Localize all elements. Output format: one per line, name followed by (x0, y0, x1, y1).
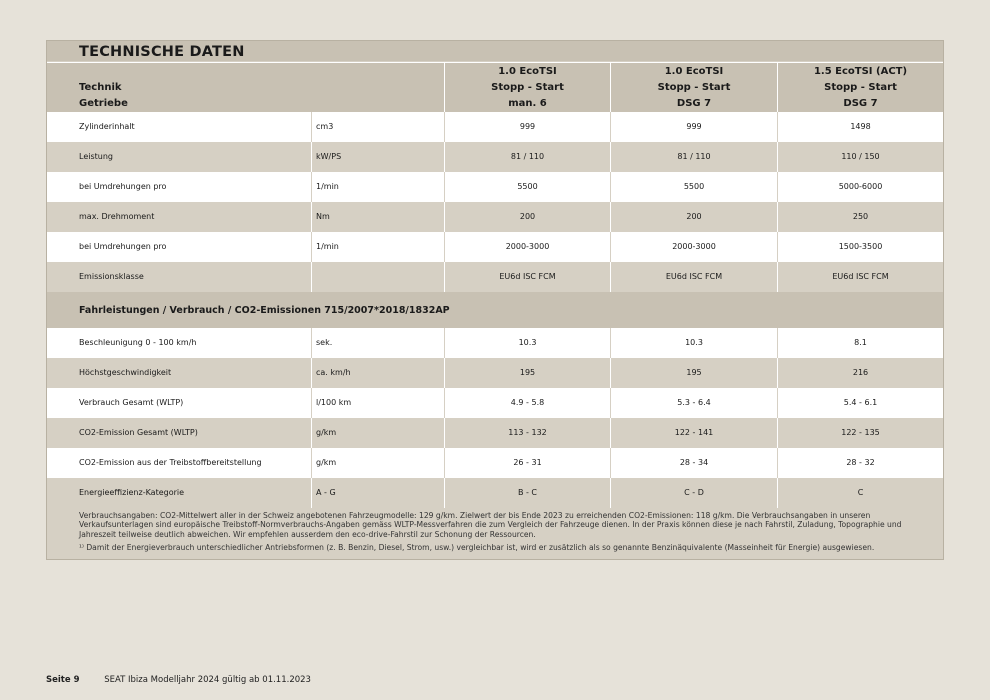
section-title: Fahrleistungen / Verbrauch / CO2-Emissionen 715/2007*2018/1832AP (79, 305, 450, 316)
row-label: Höchstgeschwindigkeit (79, 368, 172, 377)
table-row (47, 142, 943, 172)
row-value-col3: 110 / 150 (777, 142, 943, 172)
table-header (47, 62, 943, 112)
row-value-col1: 200 (444, 202, 610, 232)
footer-text: SEAT Ibiza Modelljahr 2024 gültig ab 01.11.2023 (104, 675, 311, 685)
table-row (47, 388, 943, 418)
row-label: CO2-Emission aus der Treibstoffbereitstellung (79, 458, 262, 467)
row-value-col2: 195 (610, 358, 777, 388)
row-label: Energieeffizienz-Kategorie (79, 488, 185, 497)
row-unit (311, 262, 444, 292)
row-unit: kW/PS (311, 142, 444, 172)
header-col-3-line1: 1.5 EcoTSI (ACT) (813, 66, 908, 77)
header-col-2-line2: Stopp - Start (657, 82, 731, 93)
table-row (47, 172, 943, 202)
row-value-col3: 122 - 135 (777, 418, 943, 448)
page-title: TECHNISCHE DATEN (79, 44, 245, 60)
row-value-col3: 1500-3500 (777, 232, 943, 262)
header-col-3-line2: Stopp - Start (824, 82, 897, 93)
table-row (47, 418, 943, 448)
table-row (47, 478, 943, 508)
row-value-col1: 4.9 - 5.8 (444, 388, 610, 418)
row-value-col1: 26 - 31 (444, 448, 610, 478)
table-row (47, 448, 943, 478)
row-value-col2: 81 / 110 (610, 142, 777, 172)
row-value-col2: 122 - 141 (610, 418, 777, 448)
page-footer (46, 675, 311, 686)
row-value-col3: 8.1 (777, 328, 943, 358)
row-value-col1: 10.3 (444, 328, 610, 358)
row-unit: sek. (311, 328, 444, 358)
row-unit: cm3 (311, 112, 444, 142)
row-value-col3: 216 (777, 358, 943, 388)
note-consumption: Verbrauchsangaben: CO2-Mittelwert aller in der Schweiz angebotenen Fahrzeugmodelle: 129 g/km. Zielwert der bis Ende 2023 zu erreichenden CO2-Emissionen: 118 g/km. Die Verbrauchsangaben in unseren Verkaufsunterlagen sind europäische Treibstoff-Normverbrauchs-Angaben gemäss WLTP-Messverfahren die zum Vergleich der Fahrzeuge dienen. In der Praxis können diese je nach Fahrstil, Zuladung, Topographie und Jahreszeit teilweise deutlich abweichen. Wir empfehlen ausserdem den eco-drive-Fahrstil zur Schonung der Ressourcen. (79, 511, 902, 539)
notes (79, 511, 939, 553)
row-label: max. Drehmoment (79, 212, 155, 221)
row-unit: ca. km/h (311, 358, 444, 388)
header-col-1-line3: man. 6 (508, 98, 547, 109)
header-col-1 (444, 63, 610, 112)
row-value-col2: 5500 (610, 172, 777, 202)
row-value-col1: 113 - 132 (444, 418, 610, 448)
row-label: Emissionsklasse (79, 272, 144, 281)
row-value-col2: 2000-3000 (610, 232, 777, 262)
row-value-col1: EU6d ISC FCM (444, 262, 610, 292)
header-col-1-line1: 1.0 EcoTSI (498, 66, 557, 77)
row-value-col3: 250 (777, 202, 943, 232)
row-value-col1: 2000-3000 (444, 232, 610, 262)
row-label: Zylinderinhalt (79, 122, 135, 131)
row-label: Leistung (79, 152, 113, 161)
row-value-col3: 1498 (777, 112, 943, 142)
section-header (47, 292, 943, 328)
header-label-technik: Technik (79, 82, 122, 93)
row-value-col3: C (777, 478, 943, 508)
table-row (47, 112, 943, 142)
tech-data-table (46, 40, 944, 560)
row-value-col1: 81 / 110 (444, 142, 610, 172)
row-value-col3: 5000-6000 (777, 172, 943, 202)
header-label-getriebe: Getriebe (79, 98, 128, 109)
row-unit: 1/min (311, 232, 444, 262)
row-value-col2: C - D (610, 478, 777, 508)
row-label: Beschleunigung 0 - 100 km/h (79, 338, 197, 347)
row-unit: g/km (311, 448, 444, 478)
row-value-col3: EU6d ISC FCM (777, 262, 943, 292)
header-col-1-line2: Stopp - Start (491, 82, 564, 93)
row-value-col3: 5.4 - 6.1 (777, 388, 943, 418)
table-row (47, 262, 943, 292)
row-value-col2: 28 - 34 (610, 448, 777, 478)
header-col-3-line3: DSG 7 (843, 98, 878, 109)
row-label: Verbrauch Gesamt (WLTP) (79, 398, 184, 407)
title-band (47, 41, 943, 61)
row-value-col2: 999 (610, 112, 777, 142)
header-col-2-line3: DSG 7 (676, 98, 712, 109)
row-value-col1: B - C (444, 478, 610, 508)
row-unit: Nm (311, 202, 444, 232)
row-value-col2: 10.3 (610, 328, 777, 358)
table-row (47, 328, 943, 358)
table-row (47, 358, 943, 388)
header-col-3 (777, 63, 943, 112)
row-value-col2: 5.3 - 6.4 (610, 388, 777, 418)
row-value-col1: 5500 (444, 172, 610, 202)
row-unit: 1/min (311, 172, 444, 202)
note-footnote: ¹⁾ Damit der Energieverbrauch unterschiedlicher Antriebsformen (z. B. Benzin, Diesel, Strom, usw.) vergleichbar ist, wird er zusätzlich als so genannte Benzinäquivalente (Masseinheit für Energie) ausgewiesen. (79, 543, 875, 553)
row-value-col2: EU6d ISC FCM (610, 262, 777, 292)
row-label: bei Umdrehungen pro (79, 182, 167, 191)
row-label: bei Umdrehungen pro (79, 242, 167, 251)
row-unit: l/100 km (311, 388, 444, 418)
table-row (47, 232, 943, 262)
row-unit: A - G (311, 478, 444, 508)
page-number: Seite 9 (46, 675, 80, 685)
row-value-col3: 28 - 32 (777, 448, 943, 478)
table-row (47, 202, 943, 232)
row-value-col2: 200 (610, 202, 777, 232)
header-col-2 (610, 63, 777, 112)
row-unit: g/km (311, 418, 444, 448)
row-value-col1: 999 (444, 112, 610, 142)
row-label: CO2-Emission Gesamt (WLTP) (79, 428, 198, 437)
row-value-col1: 195 (444, 358, 610, 388)
header-col-2-line1: 1.0 EcoTSI (664, 66, 724, 77)
